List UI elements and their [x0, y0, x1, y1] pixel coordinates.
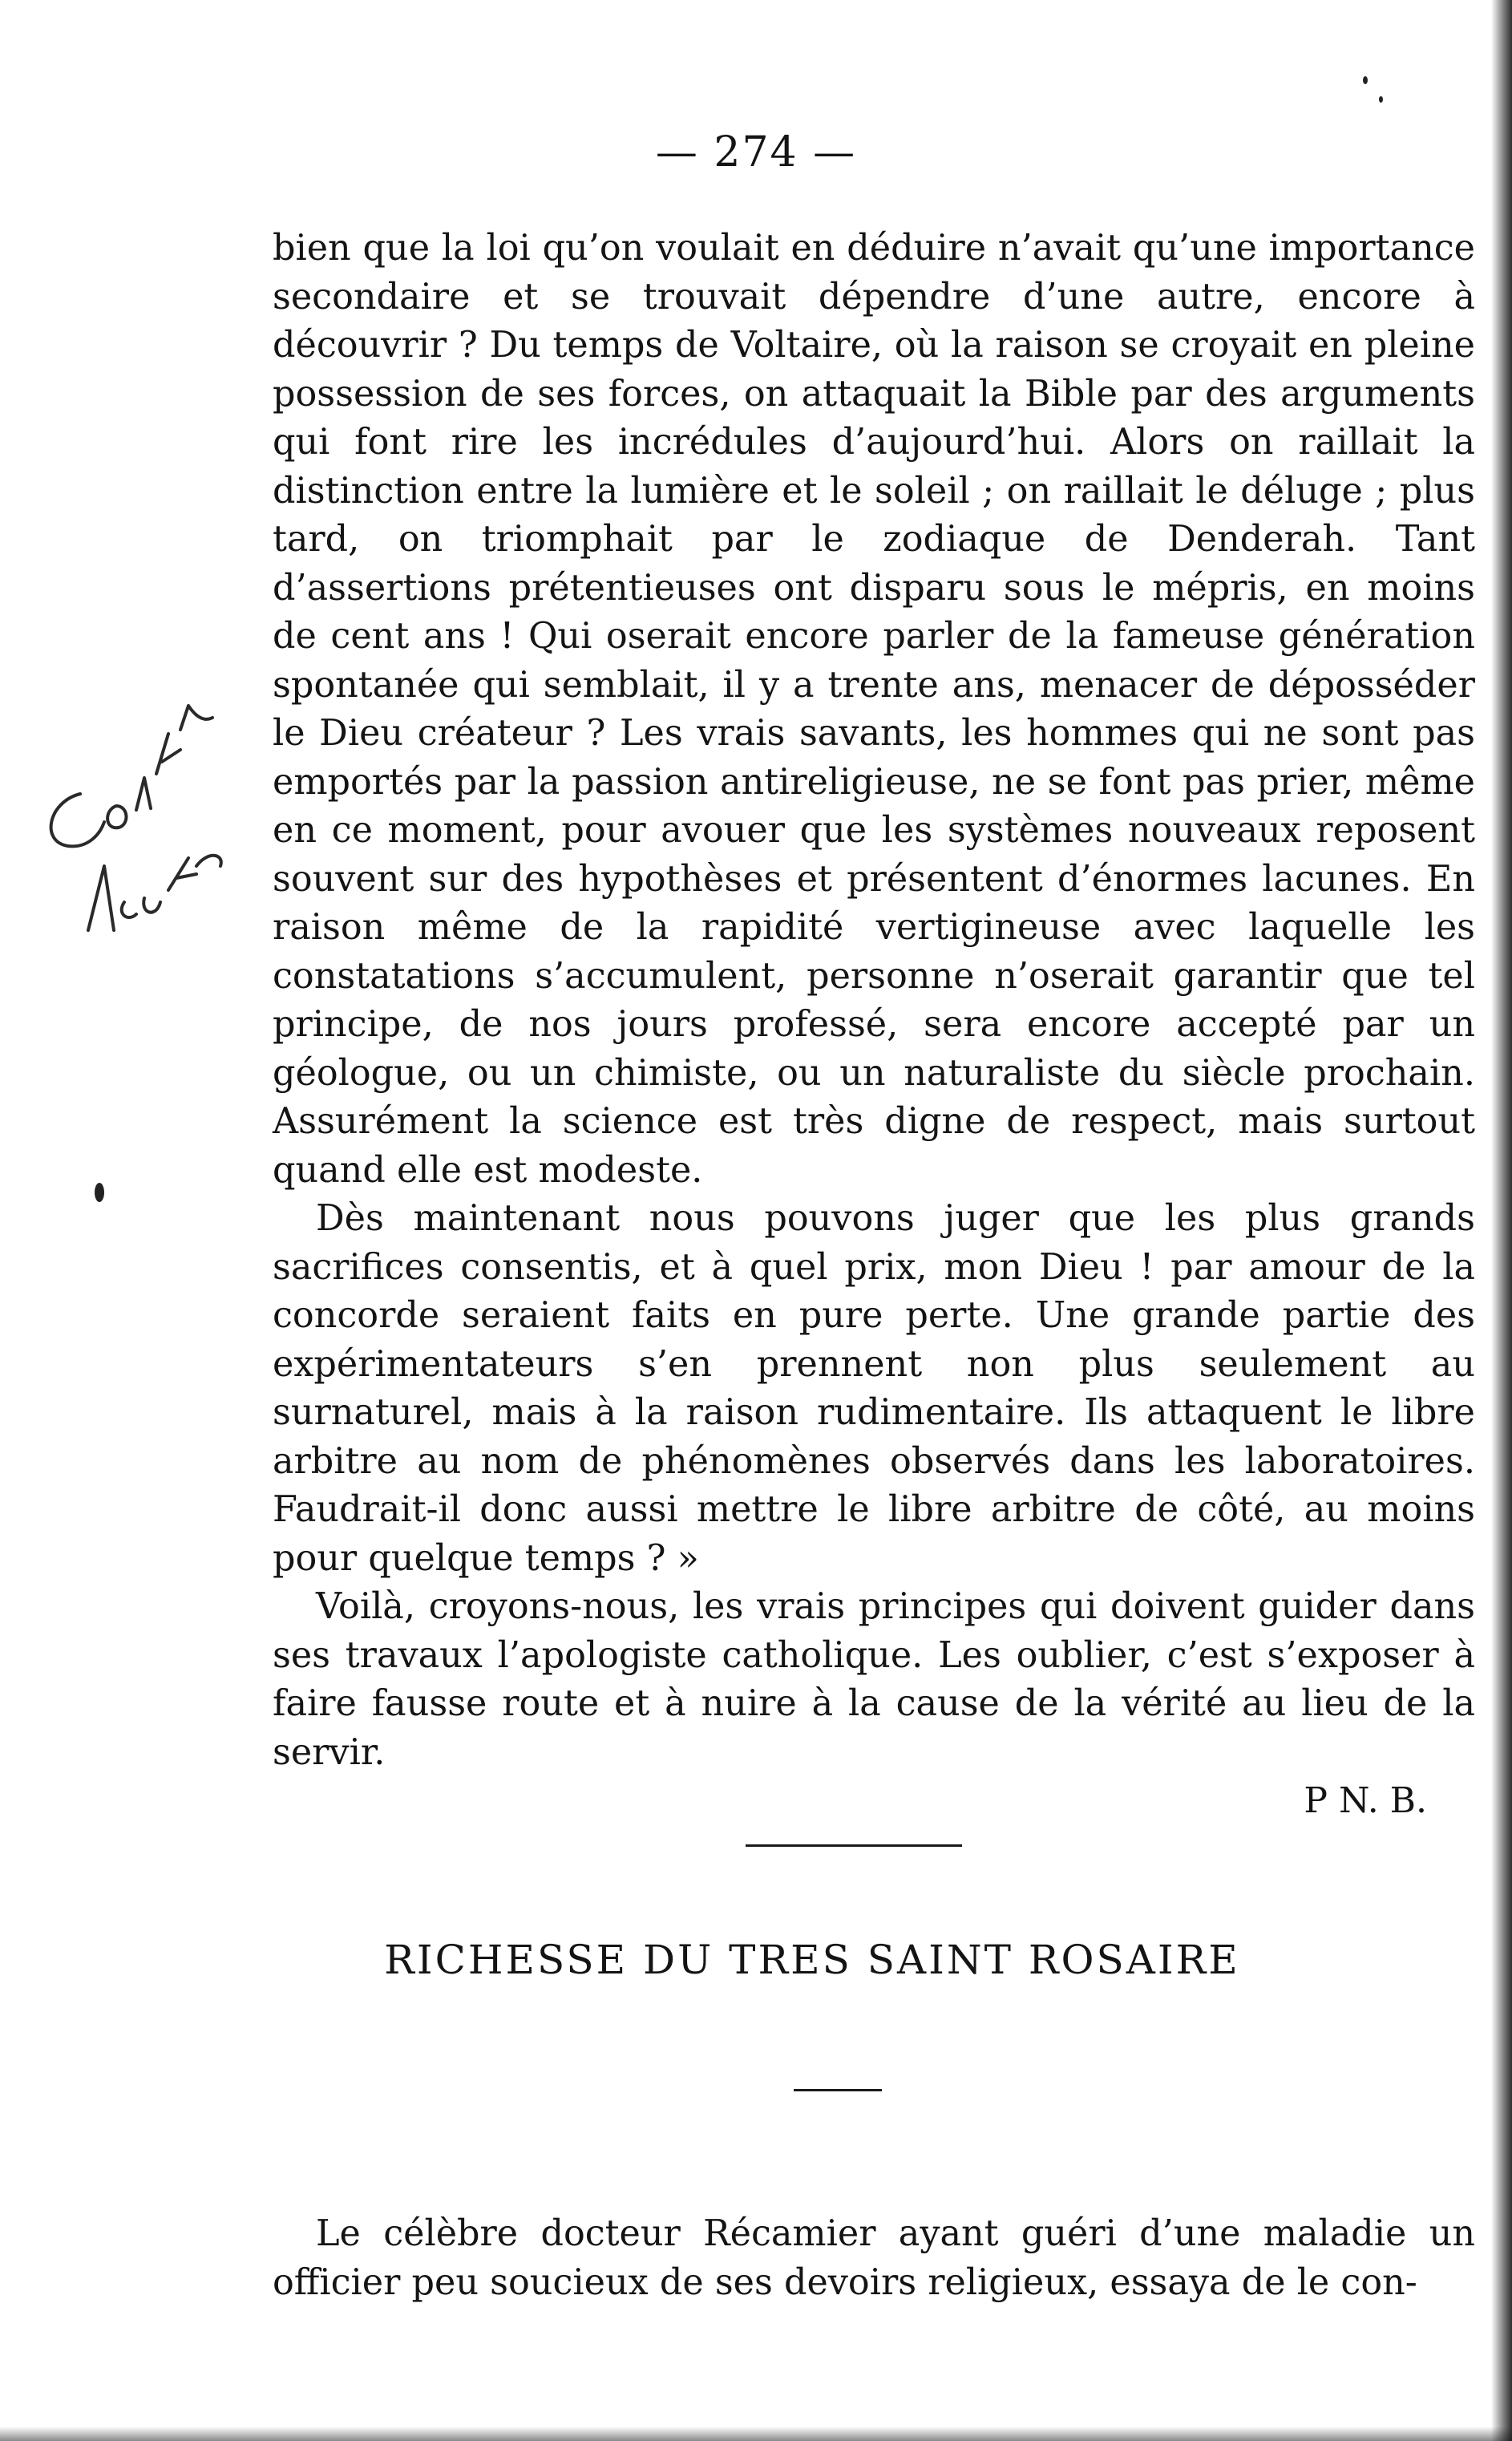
author-signature: P N. B. [1304, 1780, 1427, 1821]
ink-speck [1379, 96, 1383, 103]
handwritten-margin-note [24, 674, 232, 962]
section-paragraph-1: Le célèbre docteur Récamier ayant guéri d’une maladie un officier peu soucieux de ses devoirs religieux, essaya de le con- [273, 2213, 1475, 2303]
scan-edge-shadow [1491, 0, 1512, 2441]
ink-speck [1363, 76, 1368, 84]
article-paragraph-2: Dès maintenant nous pouvons juger que les plus grands sacrifices consentis, et à quel prix, mon Dieu ! par amour de la concorde seraient faits en pure perte. Une grande partie des expérimentateurs s’en prennent non plus seulement au surnaturel, mais à la raison rudimentaire. Ils attaquent le libre arbitre au nom de phénomènes observés dans les laboratoires. Faudrait-il donc aussi mettre le libre arbitre de côté, au moins pour quelque temps ? » [273, 1198, 1475, 1579]
article-paragraph-1: bien que la loi qu’on voulait en déduire n’avait qu’une importance secondaire et se trouvait dépendre d’une autre, encore à découvrir ? Du temps de Voltaire, où la raison se croyait en pleine possession de ses forces, on attaquait la Bible par des arguments qui font rire les incrédules d’aujourd’hui. Alors on raillait la distinction entre la lumière et le soleil ; on raillait le déluge ; plus tard, on triomphait par le zodiaque de Denderah. Tant d’assertions prétentieuses ont disparu sous le mépris, en moins de cent ans ! Qui oserait encore parler de la fameuse génération spontanée qui semblait, il y a trente ans, menacer de déposséder le Dieu créateur ? Les vrais savants, les hommes qui ne sont pas emportés par la passion antireligieuse, ne se font pas prier, même en ce moment, pour avouer que les systèmes nouveaux reposent souvent sur des hypothèses et présentent d’énormes lacunes. En raison même de la rapidité vertigineuse avec laquelle les constatations s’accumulent, personne n’oserait garantir que tel principe, de nos jours professé, sera encore accepté par un géologue, ou un chimiste, ou un naturaliste du siècle prochain. Assurément la science est très digne de respect, mais surtout quand elle est modeste. [273, 228, 1475, 1191]
article-body [273, 225, 1475, 1826]
section-title: RICHESSE DU TRES SAINT ROSAIRE [384, 1937, 1240, 1983]
title-underline-rule [794, 2089, 882, 2091]
section-divider-rule [746, 1844, 962, 1847]
ink-speck [95, 1183, 104, 1202]
scan-bottom-shadow [0, 2427, 1512, 2441]
section-body [273, 2209, 1475, 2307]
article-paragraph-3: Voilà, croyons-nous, les vrais principes qui doivent guider dans ses travaux l’apologiste catholique. Les oublier, c’est s’exposer à faire fausse route et à nuire à la cause de la vérité au lieu de la servir. [273, 1586, 1475, 1773]
page-number: — 274 — [655, 128, 857, 176]
